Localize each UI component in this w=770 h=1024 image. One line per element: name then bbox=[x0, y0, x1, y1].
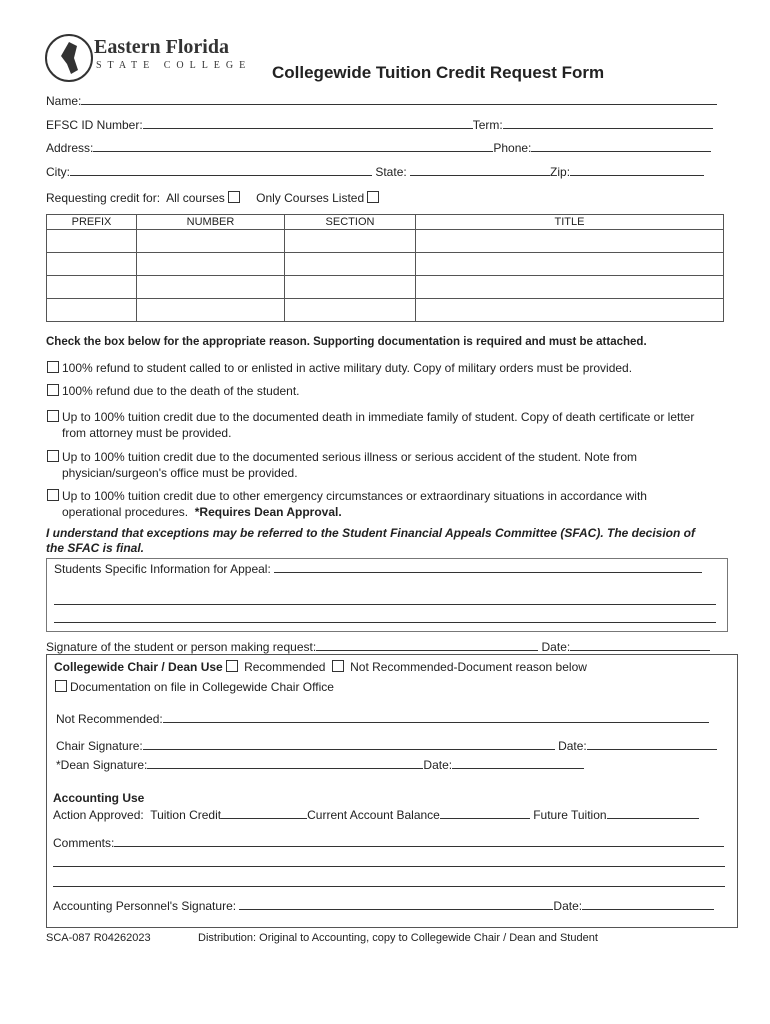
reason-emergency-text: Up to 100% tuition credit due to other emergency circumstances or extraordinary situations in accordance with bbox=[62, 489, 647, 503]
reason-death-student-checkbox[interactable] bbox=[47, 384, 59, 396]
reason-illness-text: Up to 100% tuition credit due to the documented serious illness or serious accident of the student. Note from bbox=[62, 450, 637, 464]
not-recommended-checkbox[interactable] bbox=[332, 660, 344, 672]
form-code: SCA-087 R04262023 bbox=[46, 932, 151, 944]
table-cell[interactable] bbox=[285, 230, 416, 253]
address-label: Address: bbox=[46, 141, 94, 155]
reason-death-student-text: 100% refund due to the death of the student. bbox=[62, 384, 300, 398]
header-title: TITLE bbox=[416, 215, 724, 230]
documentation-on-file bbox=[52, 680, 334, 694]
reason-military-checkbox[interactable] bbox=[47, 361, 59, 373]
not-recommended-field[interactable] bbox=[56, 712, 709, 726]
reason-death-family bbox=[44, 410, 694, 424]
reason-emergency-checkbox[interactable] bbox=[47, 489, 59, 501]
courses-table bbox=[46, 214, 724, 322]
understand-statement: I understand that exceptions may be referred to the Student Financial Appeals Committee (SFAC). The decision of bbox=[46, 526, 695, 540]
reason-illness-checkbox[interactable] bbox=[47, 450, 59, 462]
documentation-checkbox[interactable] bbox=[55, 680, 67, 692]
recommended-label: Recommended bbox=[244, 660, 326, 674]
zip-label: Zip: bbox=[550, 165, 571, 179]
dean-signature-label: *Dean Signature: bbox=[56, 758, 148, 772]
action-approved[interactable] bbox=[53, 808, 699, 822]
efsc-id-field[interactable] bbox=[46, 118, 713, 132]
appeal-line[interactable] bbox=[54, 612, 716, 626]
tuition-credit-label: Tuition Credit bbox=[150, 808, 222, 822]
city-field[interactable] bbox=[46, 165, 704, 179]
reason-death-student bbox=[44, 384, 300, 398]
student-signature-label: Signature of the student or person making request: bbox=[46, 640, 317, 654]
table-cell[interactable] bbox=[416, 299, 724, 322]
efsc-id-label: EFSC ID Number: bbox=[46, 118, 143, 132]
table-cell[interactable] bbox=[137, 230, 285, 253]
table-row bbox=[47, 299, 724, 322]
college-logo-icon bbox=[45, 34, 93, 82]
requesting-credit bbox=[46, 191, 382, 205]
reason-emergency-cont-text: operational procedures. bbox=[62, 505, 189, 519]
table-row bbox=[47, 253, 724, 276]
chair-signature-label: Chair Signature: bbox=[56, 739, 143, 753]
table-cell[interactable] bbox=[416, 276, 724, 299]
appeal-label: Students Specific Information for Appeal: bbox=[54, 562, 271, 576]
reason-emergency-cont bbox=[62, 505, 342, 519]
comments-label: Comments: bbox=[53, 836, 115, 850]
reason-military bbox=[44, 361, 632, 375]
chair-dean-use bbox=[54, 660, 587, 674]
recommended-checkbox[interactable] bbox=[226, 660, 238, 672]
not-recommended-label: Not Recommended-Document reason below bbox=[350, 660, 587, 674]
comments-line[interactable] bbox=[53, 856, 725, 870]
action-approved-label: Action Approved: bbox=[53, 808, 144, 822]
accounting-signature-label: Accounting Personnel's Signature: bbox=[53, 899, 237, 913]
dean-approval-note: *Requires Dean Approval. bbox=[194, 505, 342, 519]
form-title: Collegewide Tuition Credit Request Form bbox=[272, 63, 605, 82]
reason-death-family-cont: from attorney must be provided. bbox=[62, 426, 232, 440]
table-header-row bbox=[47, 215, 724, 230]
all-courses-checkbox[interactable] bbox=[228, 191, 240, 203]
table-cell[interactable] bbox=[47, 299, 137, 322]
chair-dean-label: Collegewide Chair / Dean Use bbox=[54, 660, 223, 674]
state-label: State: bbox=[375, 165, 407, 179]
header-number: NUMBER bbox=[137, 215, 285, 230]
header-section: SECTION bbox=[285, 215, 416, 230]
dean-date-label: Date: bbox=[423, 758, 453, 772]
current-balance-label: Current Account Balance bbox=[307, 808, 440, 822]
table-cell[interactable] bbox=[285, 299, 416, 322]
header-prefix: PREFIX bbox=[47, 215, 137, 230]
documentation-label: Documentation on file in Collegewide Chair Office bbox=[70, 680, 334, 694]
comments-field[interactable] bbox=[53, 836, 724, 850]
reason-instruction: Check the box below for the appropriate reason. Supporting documentation is required and must be attached. bbox=[46, 336, 647, 348]
table-cell[interactable] bbox=[137, 253, 285, 276]
appeal-field[interactable] bbox=[54, 562, 702, 576]
address-field[interactable] bbox=[46, 141, 711, 155]
accounting-signature-field[interactable] bbox=[53, 899, 714, 913]
appeal-line[interactable] bbox=[54, 594, 716, 608]
accounting-heading: Accounting Use bbox=[53, 791, 145, 805]
table-cell[interactable] bbox=[285, 276, 416, 299]
chair-signature-field[interactable] bbox=[56, 739, 717, 753]
reason-illness-cont: physician/surgeon's office must be provided. bbox=[62, 466, 298, 480]
name-field[interactable] bbox=[46, 94, 717, 108]
city-label: City: bbox=[46, 165, 70, 179]
reason-death-family-checkbox[interactable] bbox=[47, 410, 59, 422]
table-cell[interactable] bbox=[416, 230, 724, 253]
name-label: Name: bbox=[46, 94, 82, 108]
all-courses-label: All courses bbox=[166, 191, 225, 205]
reason-emergency bbox=[44, 489, 647, 503]
student-date-label: Date: bbox=[541, 640, 571, 654]
future-tuition-label: Future Tuition bbox=[533, 808, 607, 822]
phone-label: Phone: bbox=[493, 141, 532, 155]
requesting-label: Requesting credit for: bbox=[46, 191, 161, 205]
only-courses-label: Only Courses Listed bbox=[256, 191, 365, 205]
table-cell[interactable] bbox=[137, 276, 285, 299]
table-row bbox=[47, 276, 724, 299]
table-row bbox=[47, 230, 724, 253]
term-label: Term: bbox=[472, 118, 503, 132]
table-cell[interactable] bbox=[47, 230, 137, 253]
chair-date-label: Date: bbox=[558, 739, 587, 753]
logo-name: Eastern Florida bbox=[94, 36, 229, 58]
only-courses-checkbox[interactable] bbox=[367, 191, 379, 203]
table-cell[interactable] bbox=[137, 299, 285, 322]
dean-signature-field[interactable] bbox=[56, 758, 584, 772]
reason-illness bbox=[44, 450, 637, 464]
student-signature-field[interactable] bbox=[46, 640, 710, 654]
reason-military-text: 100% refund to student called to or enlisted in active military duty. Copy of military orders must be provided. bbox=[62, 361, 633, 375]
table-cell[interactable] bbox=[47, 276, 137, 299]
table-cell[interactable] bbox=[416, 253, 724, 276]
table-cell[interactable] bbox=[285, 253, 416, 276]
understand-statement-cont: the SFAC is final. bbox=[46, 541, 145, 555]
not-recommended-reason-label: Not Recommended: bbox=[56, 712, 163, 726]
accounting-date-label: Date: bbox=[553, 899, 583, 913]
comments-line[interactable] bbox=[53, 876, 725, 890]
table-cell[interactable] bbox=[47, 253, 137, 276]
distribution-note: Distribution: Original to Accounting, copy to Collegewide Chair / Dean and Student bbox=[198, 932, 598, 944]
reason-death-family-text: Up to 100% tuition credit due to the documented death in immediate family of student. Copy of death certificate or letter bbox=[62, 410, 695, 424]
logo-subtitle: STATE COLLEGE bbox=[96, 60, 252, 71]
